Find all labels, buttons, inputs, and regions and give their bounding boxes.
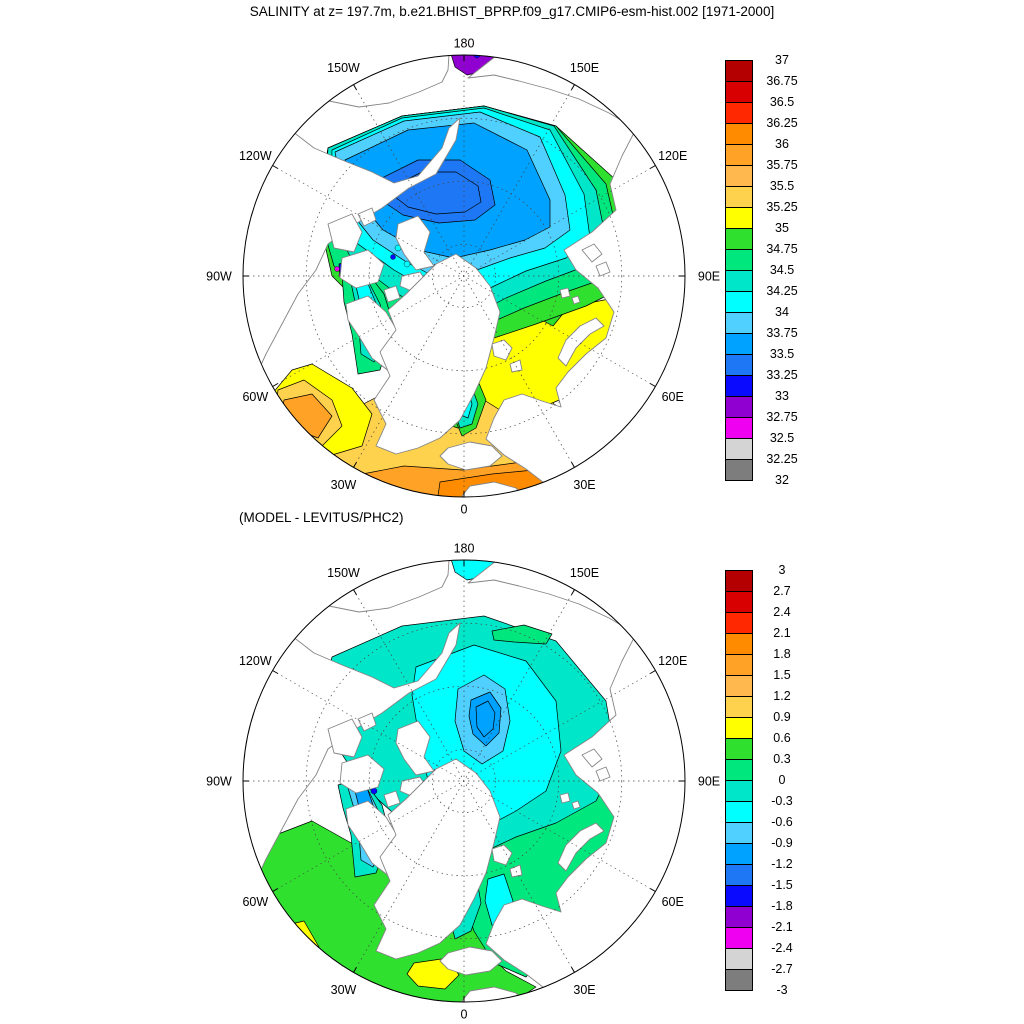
- colorbar-tick-label: 1.8: [773, 647, 791, 661]
- lon-label: 120E: [658, 149, 688, 163]
- colorbar-tick-label: 36.25: [766, 116, 798, 130]
- salinity-map: [202, 34, 720, 524]
- colorbar-tick-label: 32: [775, 473, 789, 487]
- lon-label: 90W: [206, 774, 232, 789]
- coastline: [572, 296, 580, 304]
- colorbar-box: [725, 738, 753, 760]
- colorbar-box: [725, 459, 753, 481]
- colorbar-box: [725, 864, 753, 886]
- colorbar-tick-label: 37: [775, 53, 789, 67]
- colorbar-box: [725, 354, 753, 376]
- lon-label: 30W: [330, 983, 357, 998]
- colorbar-box: [725, 843, 753, 865]
- colorbar-box: [725, 927, 753, 949]
- colorbar-box: [725, 438, 753, 460]
- colorbar-tick-label: 35.25: [766, 200, 798, 214]
- colorbar-tick-label: 0.6: [773, 731, 791, 745]
- colorbar-box: [725, 822, 753, 844]
- colorbar-box: [725, 906, 753, 928]
- colorbar-box: [725, 186, 753, 208]
- colorbar-tick-label: -1.2: [771, 857, 793, 871]
- colorbar-box: [725, 675, 753, 697]
- colorbar-box: [725, 165, 753, 187]
- colorbar-tick-label: 2.4: [773, 605, 791, 619]
- lon-label: 180: [453, 36, 475, 51]
- colorbar-tick-label: 34.5: [769, 263, 795, 277]
- colorbar-box: [725, 396, 753, 418]
- lon-label: 30E: [573, 983, 596, 998]
- colorbar-tick-label: 34: [775, 305, 789, 319]
- lon-label: 90E: [697, 269, 721, 284]
- colorbar-tick-label: 32.5: [769, 431, 795, 445]
- colorbar-box: [725, 417, 753, 439]
- lon-label: 0: [460, 502, 468, 517]
- colorbar-box: [725, 696, 753, 718]
- ocean-region: [544, 989, 570, 1009]
- colorbar-tick-label: 34.75: [766, 242, 798, 256]
- colorbar-box: [725, 123, 753, 145]
- lon-label: 150E: [569, 60, 600, 75]
- lon-label: 30E: [573, 478, 596, 493]
- ocean-region: [335, 267, 340, 272]
- colorbar-tick-label: 36.75: [766, 74, 798, 88]
- lon-label: 120W: [238, 149, 272, 163]
- colorbar-tick-label: -1.5: [771, 878, 793, 892]
- colorbar-tick-label: 35.5: [769, 179, 795, 193]
- lon-label: 120W: [238, 654, 272, 668]
- lon-label: 150W: [327, 565, 360, 580]
- colorbar-box: [725, 612, 753, 634]
- lon-label: 150W: [327, 60, 360, 75]
- colorbar-box: [725, 885, 753, 907]
- coastline: [572, 801, 580, 809]
- ocean-region: [391, 255, 396, 260]
- colorbar-tick-label: 33.5: [769, 347, 795, 361]
- lon-label: 60E: [661, 895, 684, 909]
- map-subtitle: (MODEL - LEVITUS/PHC2): [239, 510, 404, 525]
- colorbar-box: [725, 249, 753, 271]
- colorbar-box: [725, 717, 753, 739]
- colorbar-box: [725, 375, 753, 397]
- colorbar-tick-label: 0.3: [773, 752, 791, 766]
- lon-label: 60W: [242, 390, 269, 404]
- colorbar-tick-label: 0: [778, 773, 786, 787]
- colorbar-box: [725, 102, 753, 124]
- colorbar-box: [725, 312, 753, 334]
- land-masses: [202, 34, 720, 524]
- colorbar-tick-label: 34.25: [766, 284, 798, 298]
- colorbar-tick-label: 33: [775, 389, 789, 403]
- coastline: [560, 288, 570, 298]
- colorbar-box: [725, 591, 753, 613]
- lon-label: 60W: [242, 895, 269, 909]
- colorbar-tick-label: 2.1: [773, 626, 791, 640]
- colorbar-tick-label: 1.5: [773, 668, 791, 682]
- colorbar-box: [725, 228, 753, 250]
- colorbar-box: [725, 969, 753, 991]
- colorbar-box: [725, 60, 753, 82]
- colorbar-tick-label: -2.1: [771, 920, 793, 934]
- colorbar-tick-label: 1.2: [773, 689, 791, 703]
- lon-label: 150E: [569, 565, 600, 580]
- colorbar-tick-label: 3: [778, 563, 786, 577]
- colorbar-tick-label: 35.75: [766, 158, 798, 172]
- colorbar-tick-label: 32.25: [766, 452, 798, 466]
- colorbar-box: [725, 144, 753, 166]
- colorbar-tick-label: -3: [776, 983, 788, 997]
- lon-label: 30W: [330, 478, 357, 493]
- colorbar-box: [725, 291, 753, 313]
- colorbar-tick-label: 0.9: [773, 710, 791, 724]
- colorbar-tick-label: 33.75: [766, 326, 798, 340]
- colorbar-box: [725, 207, 753, 229]
- ocean-region: [404, 261, 410, 267]
- page-title: SALINITY at z= 197.7m, b.e21.BHIST_BPRP.f09_g17.CMIP6-esm-hist.002 [1971-2000]: [249, 4, 775, 19]
- colorbar-tick-label: -2.7: [771, 962, 793, 976]
- colorbar-tick-label: 2.7: [773, 584, 791, 598]
- colorbar-box: [725, 570, 753, 592]
- colorbar-tick-label: -2.4: [771, 941, 793, 955]
- lon-label: 90E: [697, 774, 721, 789]
- colorbar-box: [725, 654, 753, 676]
- colorbar-tick-label: -0.9: [771, 836, 793, 850]
- coastline: [560, 793, 570, 803]
- colorbar-tick-label: 36.5: [769, 95, 795, 109]
- colorbar-box: [725, 333, 753, 355]
- colorbar-tick-label: -0.6: [771, 815, 793, 829]
- colorbar-box: [725, 270, 753, 292]
- colorbar-box: [725, 633, 753, 655]
- lon-label: 90W: [206, 269, 232, 284]
- colorbar-tick-label: 32.75: [766, 410, 798, 424]
- colorbar-tick-label: -0.3: [771, 794, 793, 808]
- lon-label: 120E: [658, 654, 688, 668]
- colorbar-tick-label: 36: [775, 137, 789, 151]
- lon-label: 60E: [661, 390, 684, 404]
- colorbar-tick-label: 35: [775, 221, 789, 235]
- colorbar-box: [725, 81, 753, 103]
- difference-map: [202, 539, 720, 1024]
- colorbar-box: [725, 948, 753, 970]
- colorbar-box: [725, 780, 753, 802]
- lon-label: 180: [453, 541, 475, 556]
- colorbar-box: [725, 759, 753, 781]
- colorbar-box: [725, 801, 753, 823]
- land-masses: [202, 539, 720, 1024]
- lon-label: 0: [460, 1007, 468, 1022]
- colorbar-tick-label: 33.25: [766, 368, 798, 382]
- colorbar-tick-label: -1.8: [771, 899, 793, 913]
